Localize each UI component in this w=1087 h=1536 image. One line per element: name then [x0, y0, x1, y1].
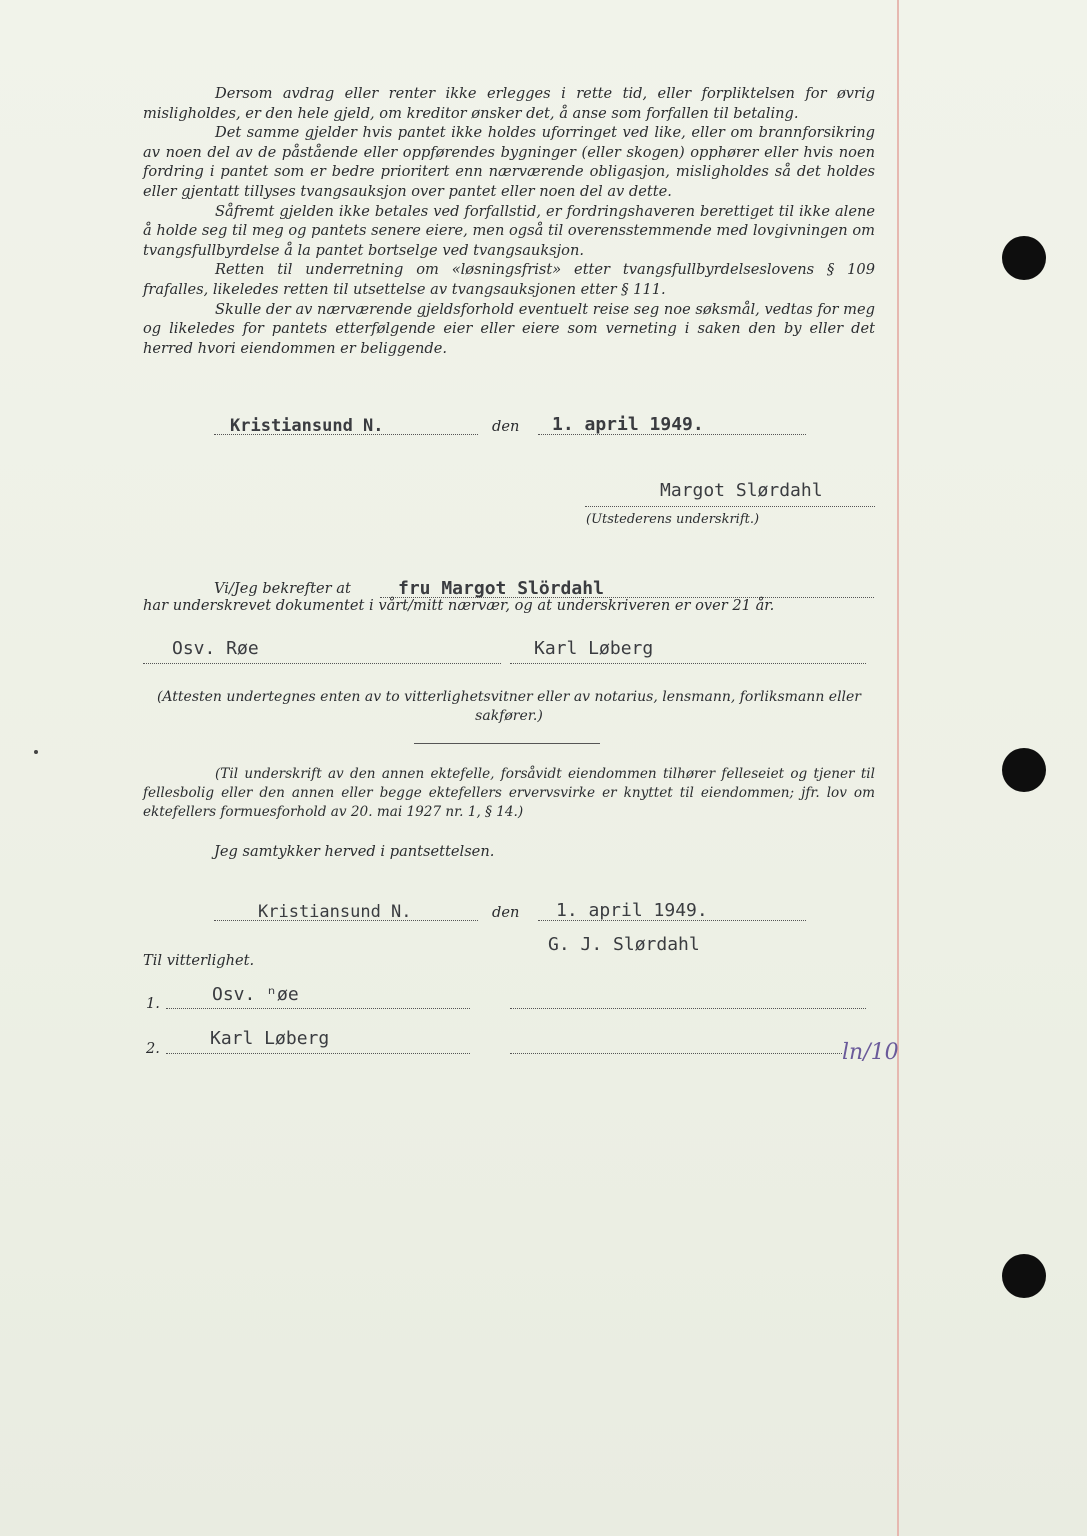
witness-1-line — [143, 663, 501, 664]
spouse-witness-2-signature: Karl Løberg — [210, 1028, 330, 1049]
terms-paragraph-3: Såfremt gjelden ikke betales ved forfallstid, er fordringshaveren berettiget til ikke alene å holde seg til meg og pantets senere eiere, men også til overensstemmende med lovgivningen om tvangsfullbyrdelse å la pantet bortselge ved tvangsauksjon. — [143, 202, 875, 259]
spouse-witness-1-line-right — [510, 1008, 866, 1009]
spouse-witness-2-line-right — [510, 1053, 842, 1054]
witness-2-line — [510, 663, 866, 664]
spouse-witness-2-line — [166, 1053, 470, 1054]
terms-paragraph-4: Retten til underretning om «løsningsfrist» etter tvangsfullbyrdelseslovens § 109 frafalles, likeledes retten til utsettelse av tvangsauksjonen etter § 111. — [143, 261, 875, 298]
witness-2-signature: Karl Løberg — [534, 638, 654, 659]
spouse-place: Kristiansund N. — [258, 902, 412, 922]
issuer-signature-line — [585, 506, 875, 507]
issuer-signature: Margot Slørdahl — [660, 480, 823, 501]
spouse-date: 1. april 1949. — [556, 900, 708, 921]
confirm-prefix: Vi/Jeg bekrefter at — [214, 580, 351, 597]
issue-place: Kristiansund N. — [230, 416, 384, 436]
confirm-name: fru Margot Slördahl — [398, 578, 604, 599]
spouse-witness-1-number: 1. — [146, 995, 160, 1012]
terms-text — [143, 84, 875, 358]
terms-paragraph-5: Skulle der av nærværende gjeldsforhold eventuelt reise seg noe søksmål, vedtas for meg og likeledes for pantets etterfølgende eier eller eiere som verneting i saken den by eller det herred hvori eiendommen er beliggende. — [143, 300, 875, 357]
spouse-witness-1-line — [166, 1008, 470, 1009]
section-divider — [414, 743, 600, 744]
witness-heading: Til vitterlighet. — [143, 952, 255, 969]
issuer-caption: (Utstederens underskrift.) — [586, 512, 760, 527]
terms-paragraph-1: Dersom avdrag eller renter ikke erlegges i rette tid, eller forpliktelsen for øvrig misligholdes, er den hele gjeld, om kreditor ønsker det, å anse som forfallen til betaling. — [143, 85, 875, 122]
confirm-line-2: har underskrevet dokumentet i vårt/mitt nærvær, og at underskriveren er over 21 år. — [143, 597, 775, 614]
ink-speck — [34, 750, 38, 754]
den-label-1: den — [492, 418, 520, 435]
witness-1-signature: Osv. Røe — [172, 638, 259, 659]
spouse-note: (Til underskrift av den annen ektefelle, forsåvidt eiendommen tilhører felleseiet og tjener til fellesbolig eller den annen eller begge ektefellers ervervsvirke er knyttet til eiendommen; jfr. lov om ektefellers formuesforhold av 20. mai 1927 nr. 1, § 14.) — [143, 766, 875, 820]
consent-text: Jeg samtykker herved i pantsettelsen. — [214, 843, 495, 860]
punch-hole-top — [1002, 236, 1046, 280]
spouse-witness-1-signature: Osv. ⁿøe — [212, 984, 299, 1005]
terms-paragraph-2: Det samme gjelder hvis pantet ikke holdes uforringet ved like, eller om brannforsikring av noen del av de påstående eller oppførendes bygninger (eller skogen) opphører eller hvis noen fordring i pantet som er bedre prioritert enn nærværende obligasjon, misligholdes så det holdes eller gjentatt tillyses tvangsauksjon over pantet eller noen del av dette. — [143, 124, 875, 200]
den-label-2: den — [492, 904, 520, 921]
punch-hole-bottom — [1002, 1254, 1046, 1298]
spouse-signature: G. J. Slørdahl — [548, 934, 700, 955]
spouse-witness-2-number: 2. — [146, 1040, 160, 1057]
issue-date: 1. april 1949. — [552, 414, 704, 435]
registry-stamp: ln/10 — [842, 1040, 899, 1065]
margin-rule — [897, 0, 899, 1536]
punch-hole-middle — [1002, 748, 1046, 792]
attestation-note: (Attesten undertegnes enten av to vitterlighetsvitner eller av notarius, lensmann, forliksmann eller sakfører.) — [156, 689, 862, 724]
